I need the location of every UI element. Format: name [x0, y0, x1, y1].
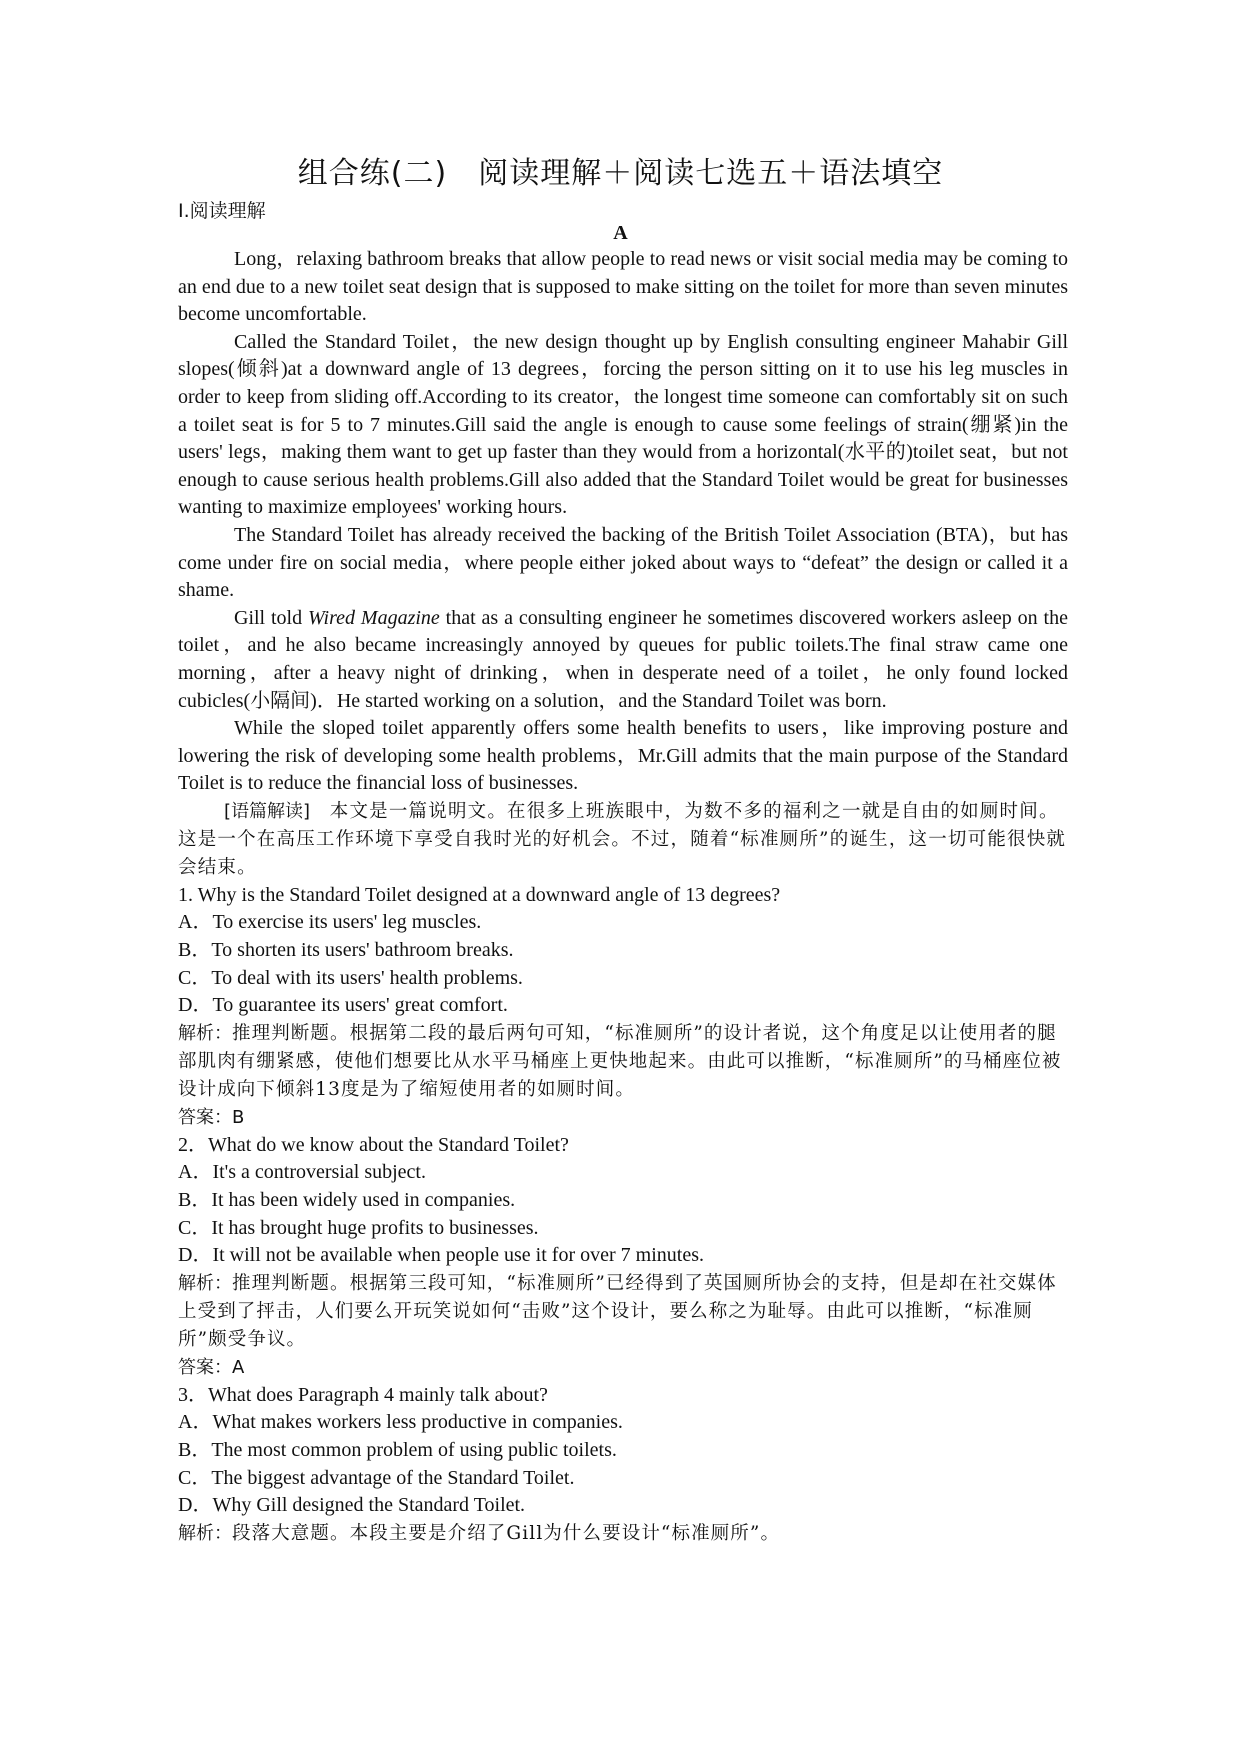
question-3-analysis: [178, 1520, 1068, 1548]
paragraph-4-start: Gill told: [234, 606, 308, 629]
question-3-option-b: B．The most common problem of using public toilets.: [178, 1439, 617, 1461]
analysis-text: 段落大意题。本段主要是介绍了Gill为什么要设计“标准厕所”。: [232, 1522, 781, 1544]
paragraph-4-rest: that as a consulting engineer he sometimes discovered workers asleep on the toilet，and he also became increasingly annoyed by queues for public toilets.The final straw came one morning，after a heavy night of drinking，when in desperate need of a toilet，he only found locked cubicles(小隔间)．He started working on a solution，and the Standard Toilet was born.: [178, 606, 1068, 712]
analysis-text: 推理判断题。根据第二段的最后两句可知，“标准厕所”的设计者说，这个角度足以让使用者的腿部肌肉有绷紧感，使他们想要比从水平马桶座上更快地起来。由此可以推断，“标准厕所”的马桶座位被设计成向下倾斜13度是为了缩短使用者的如厕时间。: [178, 1022, 1062, 1100]
question-2-option-a: A．It's a controversial subject.: [178, 1161, 426, 1184]
question-3-option-d: D．Why Gill designed the Standard Toilet.: [178, 1494, 526, 1517]
paragraph-2: Called the Standard Toilet，the new design thought up by English consulting engineer Mahabir Gill slopes(倾斜)at a downward angle of 13 degrees，forcing the person sitting on it to use his leg muscles in order to keep from sliding off.According to its creator，the longest time someone can comfortably sit on such a toilet seat is for 5 to 7 minutes.Gill said the angle is enough to cause some feelings of strain(绷紧)in the users' legs，making them want to get up faster than they would from a horizontal(水平的)toilet seat，but not enough to cause serious health problems.Gill also added that the Standard Toilet would be great for businesses wanting to maximize employees' working hours.: [178, 330, 1068, 519]
question-2-option-b: B．It has been widely used in companies.: [178, 1189, 516, 1212]
section-heading: Ⅰ.阅读理解: [178, 200, 266, 222]
question-3-stem: 3．What does Paragraph 4 mainly talk about?: [178, 1383, 548, 1406]
question-2-option-d: D．It will not be available when people use it for over 7 minutes.: [178, 1244, 704, 1267]
question-3-option-a: A．What makes workers less productive in companies.: [178, 1411, 623, 1434]
passage-label: A: [613, 222, 628, 244]
analysis-label: 解析：: [178, 1522, 232, 1544]
paragraph-3: The Standard Toilet has already received the backing of the British Toilet Association (BTA)，but has come under fire on social media，where people either joked about ways to “defeat” the design or called it a shame.: [178, 523, 1068, 602]
question-2-answer: 答案：A: [178, 1356, 245, 1378]
analysis-label: 解析：: [178, 1022, 232, 1044]
question-2-stem: 2．What do we know about the Standard Toilet?: [178, 1133, 569, 1156]
document-body: [178, 246, 1068, 1548]
question-1-stem: 1. Why is the Standard Toilet designed at a downward angle of 13 degrees?: [178, 883, 781, 906]
question-2-option-c: C．It has brought huge profits to businesses.: [178, 1216, 539, 1239]
question-1-option-c: C．To deal with its users' health problems.: [178, 966, 523, 989]
page-title: 组合练(二) 阅读理解＋阅读七选五＋语法填空: [297, 156, 944, 191]
magazine-name: Wired Magazine: [308, 606, 440, 629]
summary-text: 本文是一篇说明文。在很多上班族眼中，为数不多的福利之一就是自由的如厕时间。这是一个在高压工作环境下享受自我时光的好机会。不过，随着“标准厕所”的诞生，这一切可能很快就会结束。: [178, 800, 1067, 878]
paragraph-5: While the sloped toilet apparently offers some health benefits to users，like improving posture and lowering the risk of developing some health problems，Mr.Gill admits that the main purpose of the Standard Toilet is to reduce the financial loss of businesses.: [178, 717, 1068, 795]
question-2-analysis: [178, 1270, 1068, 1354]
question-1-option-b: B．To shorten its users' bathroom breaks.: [178, 939, 514, 962]
passage-summary: [178, 798, 1068, 882]
question-1-answer: 答案：B: [178, 1106, 245, 1128]
question-1-option-d: D．To guarantee its users' great comfort.: [178, 994, 508, 1017]
question-1-option-a: A．To exercise its users' leg muscles.: [178, 911, 482, 934]
analysis-text: 推理判断题。根据第三段可知，“标准厕所”已经得到了英国厕所协会的支持，但是却在社交媒体上受到了抨击，人们要么开玩笑说如何“击败”这个设计，要么称之为耻辱。由此可以推断，“标准厕所”颇受争议。: [178, 1272, 1057, 1350]
analysis-label: 解析：: [178, 1272, 232, 1294]
summary-label: [语篇解读]: [224, 800, 311, 822]
paragraph-1: Long，relaxing bathroom breaks that allow people to read news or visit social media may be coming to an end due to a new toilet seat design that is supposed to make sitting on the toilet for more than seven minutes become uncomfortable.: [178, 248, 1068, 326]
question-3-option-c: C．The biggest advantage of the Standard Toilet.: [178, 1466, 575, 1489]
paragraph-4: [178, 605, 1068, 715]
question-1-analysis: [178, 1020, 1068, 1104]
